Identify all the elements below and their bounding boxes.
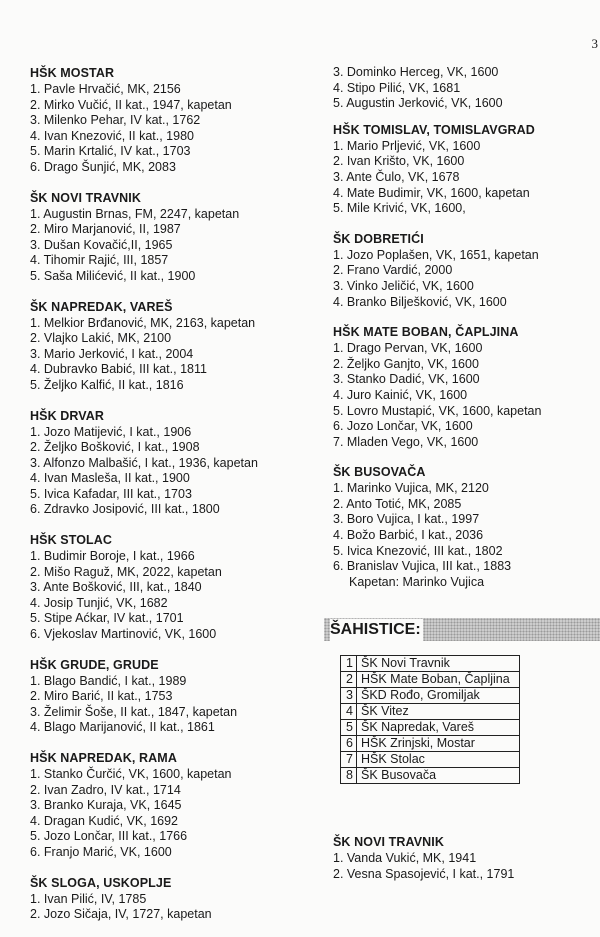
team-block — [333, 464, 600, 590]
player-entry: 4. Juro Kainić, VK, 1600 — [333, 387, 468, 402]
rank-cell: 8 — [341, 768, 357, 784]
player-entry: 1. Stanko Čurčić, VK, 1600, kapetan — [30, 767, 232, 781]
player-entry: 1. Blago Bandić, I kat., 1989 — [30, 673, 187, 688]
player-entry: 3. Želimir Šoše, II kat., 1847, kapetan — [30, 704, 238, 719]
team-name: HŠK NAPREDAK, RAMA — [30, 751, 177, 765]
player-entry: 2. Jozo Sičaja, IV, 1727, kapetan — [30, 907, 212, 922]
player-entry: 6. Zdravko Josipović, III kat., 1800 — [30, 502, 220, 517]
player-entry: 5. Lovro Mustapić, VK, 1600, kapetan — [333, 403, 542, 418]
player-entry: 2. Miro Barić, II kat., 1753 — [30, 689, 173, 704]
team-block — [30, 657, 320, 736]
club-cell: ŠK Vitez — [357, 704, 520, 720]
player-entry: 4. Blago Marijanović, II kat., 1861 — [30, 720, 215, 735]
player-entry: 2. Frano Vardić, 2000 — [333, 263, 453, 278]
player-entry: 3. Vinko Jeličić, VK, 1600 — [333, 278, 474, 293]
player-entry: 2. Ivan Krišto, VK, 1600 — [333, 154, 465, 169]
player-entry: 2. Anto Totić, MK, 2085 — [333, 496, 462, 511]
player-entry: 4. Božo Barbić, I kat., 2036 — [333, 528, 484, 543]
left-column — [30, 65, 320, 937]
player-entry: 3. Stanko Dadić, VK, 1600 — [333, 372, 480, 387]
team-block — [30, 750, 320, 861]
player-entry: 3. Boro Vujica, I kat., 1997 — [333, 512, 480, 527]
table-row — [341, 720, 520, 736]
player-entry: 6. Franjo Marić, VK, 1600 — [30, 844, 172, 859]
table-row — [341, 704, 520, 720]
player-entry: 1. Drago Pervan, VK, 1600 — [333, 341, 483, 356]
team-name: HŠK MATE BOBAN, ČAPLJINA — [333, 325, 519, 340]
player-entry: 3. Ante Bošković, III, kat., 1840 — [30, 580, 202, 595]
table-row — [341, 672, 520, 688]
player-entry: 4. Josip Tunjić, VK, 1682 — [30, 595, 168, 610]
player-entry: 2. Miro Marjanović, II, 1987 — [30, 222, 181, 237]
player-entry: 3. Mario Jerković, I kat., 2004 — [30, 346, 194, 361]
team-name: HŠK TOMISLAV, TOMISLAVGRAD — [333, 122, 535, 137]
team-block — [333, 324, 600, 450]
player-entry: 6. Branislav Vujica, III kat., 1883 — [333, 559, 512, 574]
player-entry: 5. Mile Krivić, VK, 1600, — [333, 201, 466, 216]
team-block — [333, 231, 600, 310]
player-entry: 1. Mario Prljević, VK, 1600 — [333, 138, 481, 153]
player-entry: 5. Augustin Jerković, VK, 1600 — [333, 96, 503, 111]
player-entry: 5. Željko Kalfić, II kat., 1816 — [30, 377, 184, 392]
team-sloga-continued — [333, 65, 600, 112]
player-entry: 2. Ivan Zadro, IV kat., 1714 — [30, 782, 181, 797]
women-ranking-table — [340, 655, 520, 784]
player-entry: 4. Dragan Kudić, VK, 1692 — [30, 813, 179, 828]
team-block — [30, 532, 320, 643]
team-block — [333, 122, 600, 217]
player-entry: 3. Branko Kuraja, VK, 1645 — [30, 798, 182, 813]
player-entry: 1. Ivan Pilić, IV, 1785 — [30, 891, 147, 906]
player-entry: 3. Ante Čulo, VK, 1678 — [333, 169, 460, 184]
team-block — [30, 65, 320, 176]
player-entry: 2. Željko Bošković, I kat., 1908 — [30, 440, 200, 455]
player-entry: 4. Branko Bilješković, VK, 1600 — [333, 294, 507, 309]
player-entry: 4. Ivan Knezović, II kat., 1980 — [30, 128, 194, 143]
player-entry: 5. Saša Milićević, II kat., 1900 — [30, 268, 196, 283]
club-cell: HŠK Zrinjski, Mostar — [357, 736, 520, 752]
team-name: ŠK NOVI TRAVNIK — [30, 190, 141, 205]
player-entry: 7. Mladen Vego, VK, 1600 — [333, 434, 479, 449]
women-team-block — [333, 834, 600, 896]
club-cell: HŠK Mate Boban, Čapljina — [357, 672, 520, 688]
player-entry: 2. Mirko Vučić, II kat., 1947, kapetan — [30, 97, 232, 112]
player-entry: 5. Jozo Lončar, III kat., 1766 — [30, 829, 188, 844]
team-name: HŠK MOSTAR — [30, 66, 115, 80]
table-row — [341, 688, 520, 704]
team-name: ŠK BUSOVAČA — [333, 465, 426, 480]
player-entry: 1. Augustin Brnas, FM, 2247, kapetan — [30, 206, 240, 221]
player-entry: 1. Jozo Matijević, I kat., 1906 — [30, 424, 192, 439]
rank-cell: 3 — [341, 688, 357, 704]
table-row — [341, 656, 520, 672]
right-column — [333, 65, 600, 604]
team-name: ŠK NOVI TRAVNIK — [333, 835, 444, 849]
club-cell: ŠK Napredak, Vareš — [357, 720, 520, 736]
player-entry: 4. Ivan Masleša, II kat., 1900 — [30, 471, 190, 486]
club-cell: ŠKD Rođo, Gromiljak — [357, 688, 520, 704]
team-name: HŠK STOLAC — [30, 533, 113, 548]
player-entry: 4. Stipo Pilić, VK, 1681 — [333, 80, 461, 95]
team-name: HŠK GRUDE, GRUDE — [30, 657, 159, 672]
table-row — [341, 768, 520, 784]
player-entry: 5. Ivica Knezović, III kat., 1802 — [333, 543, 503, 558]
player-entry: 6. Jozo Lončar, VK, 1600 — [333, 419, 473, 434]
player-entry: 4. Mate Budimir, VK, 1600, kapetan — [333, 185, 530, 200]
player-entry: 1. Jozo Poplašen, VK, 1651, kapetan — [333, 247, 539, 262]
team-block — [30, 408, 320, 519]
player-entry: 5. Stipe Aćkar, IV kat., 1701 — [30, 611, 184, 626]
player-entry: 1. Pavle Hrvačić, MK, 2156 — [30, 82, 181, 96]
club-cell: HŠK Stolac — [357, 752, 520, 768]
player-entry: 1. Budimir Boroje, I kat., 1966 — [30, 549, 195, 564]
player-entry: 1. Marinko Vujica, MK, 2120 — [333, 481, 489, 496]
player-entry: 4. Tihomir Rajić, III, 1857 — [30, 253, 169, 268]
team-name: ŠK DOBRETIĆI — [333, 231, 424, 246]
table-row — [341, 752, 520, 768]
player-entry: 5. Ivica Kafadar, III kat., 1703 — [30, 486, 192, 501]
team-block — [333, 834, 600, 882]
team-block — [30, 190, 320, 285]
rank-cell: 6 — [341, 736, 357, 752]
club-cell: ŠK Busovača — [357, 768, 520, 784]
rank-cell: 5 — [341, 720, 357, 736]
player-entry: 2. Željko Ganjto, VK, 1600 — [333, 356, 479, 371]
rank-cell: 4 — [341, 704, 357, 720]
player-entry: 2. Vesna Spasojević, I kat., 1791 — [333, 866, 515, 881]
player-entry: 3. Alfonzo Malbašić, I kat., 1936, kapetan — [30, 455, 258, 470]
page-number: 3 — [591, 36, 598, 51]
player-entry: 3. Milenko Pehar, IV kat., 1762 — [30, 113, 201, 128]
table-row — [341, 736, 520, 752]
player-entry: 6. Drago Šunjić, MK, 2083 — [30, 159, 176, 174]
player-entry: 3. Dominko Herceg, VK, 1600 — [333, 65, 499, 79]
team-name: ŠK SLOGA, USKOPLJE — [30, 875, 172, 890]
captain-note: Kapetan: Marinko Vujica — [349, 574, 485, 589]
player-entry: 1. Vanda Vukić, MK, 1941 — [333, 851, 477, 865]
team-block — [30, 299, 320, 394]
player-entry: 2. Vlajko Lakić, MK, 2100 — [30, 331, 172, 346]
player-entry: 2. Mišo Raguž, MK, 2022, kapetan — [30, 564, 222, 579]
section-title-sahistice: ŠAHISTICE: — [330, 619, 423, 641]
player-entry: 4. Dubravko Babić, III kat., 1811 — [30, 362, 207, 377]
team-name: ŠK NAPREDAK, VAREŠ — [30, 299, 173, 314]
player-entry: 1. Melkior Brđanović, MK, 2163, kapetan — [30, 315, 256, 330]
rank-cell: 7 — [341, 752, 357, 768]
player-entry: 3. Dušan Kovačić,II, 1965 — [30, 237, 173, 252]
player-entry: 5. Marin Krtalić, IV kat., 1703 — [30, 144, 191, 159]
club-cell: ŠK Novi Travnik — [357, 656, 520, 672]
team-block — [30, 875, 320, 923]
team-name: HŠK DRVAR — [30, 408, 105, 423]
player-entry: 6. Vjekoslav Martinović, VK, 1600 — [30, 627, 217, 642]
rank-cell: 2 — [341, 672, 357, 688]
rank-cell: 1 — [341, 656, 357, 672]
